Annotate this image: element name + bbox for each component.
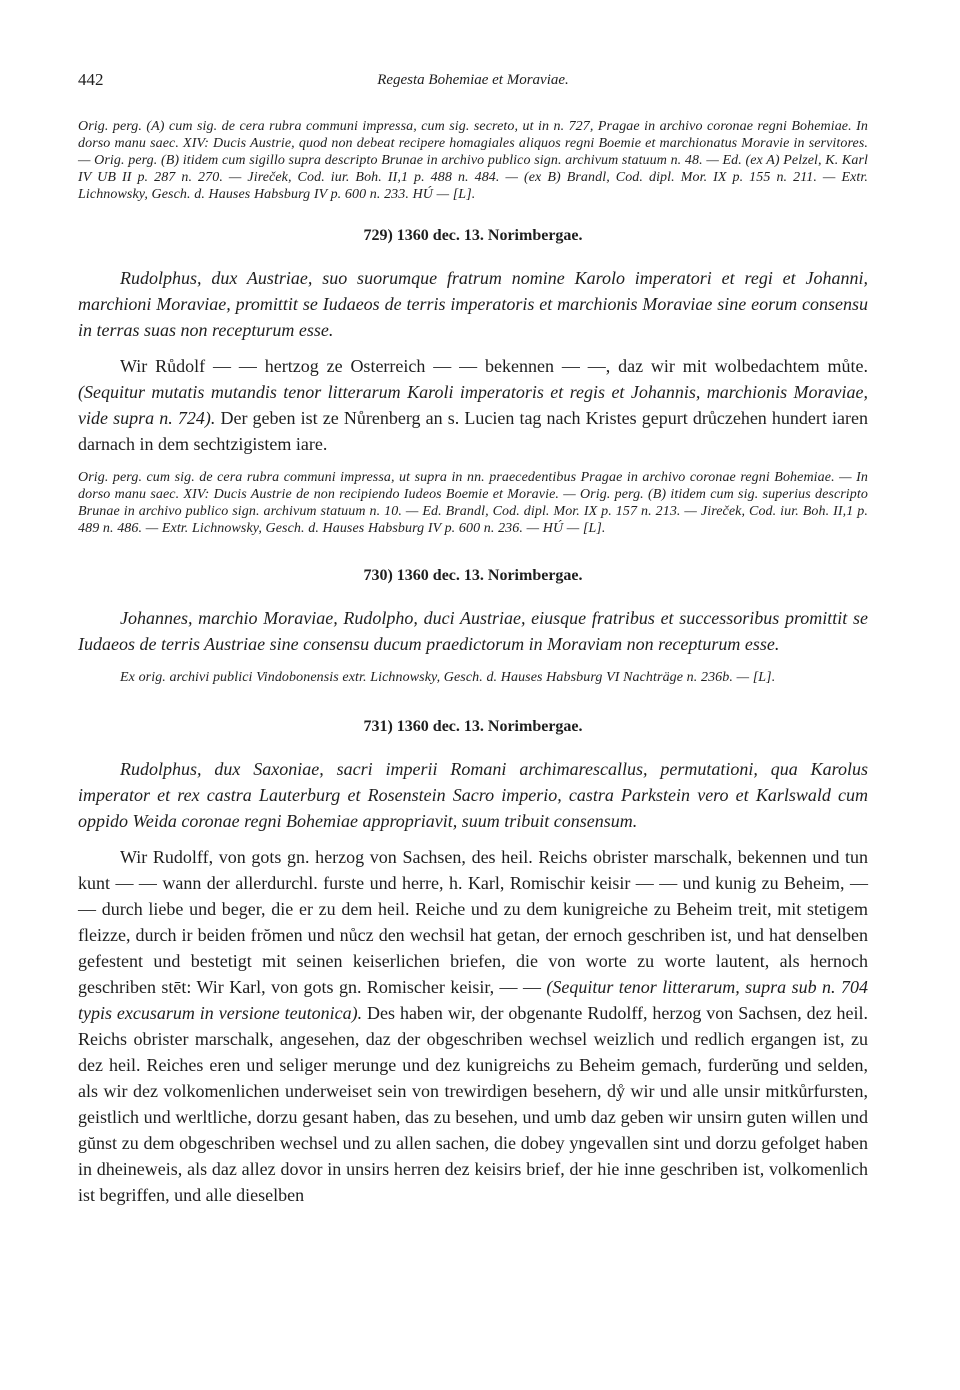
- entry-text-729: [78, 353, 868, 457]
- page-number: 442: [78, 70, 104, 89]
- entry-heading-730: 730) 1360 dec. 13. Norimbergae.: [363, 567, 583, 584]
- entry-note-730: Ex orig. archivi publici Vindobonensis extr. Lichnowsky, Gesch. d. Hauses Habsburg VI Nachträge n. 236b. — [L].: [120, 670, 776, 685]
- entry-summary-730: Johannes, marchio Moraviae, Rudolpho, duci Austriae, eiusque fratribus et successoribus promittit se Iudaeos de terris Austriae sine consensu ducum praedictorum in Moraviam non recepturum esse.: [78, 608, 868, 654]
- entry-text-731-italic: (Sequitur tenor litterarum, supra sub n. 704 typis excusarum in versione teutonica).: [78, 977, 868, 1023]
- entry-heading-729: 729) 1360 dec. 13. Norimbergae.: [363, 227, 583, 244]
- entry-text-729-italic: (Sequitur mutatis mutandis tenor litterarum Karoli imperatoris et regis et Johannis, marchionis Moraviae, vide supra n. 724).: [78, 382, 868, 428]
- entry-summary-729: Rudolphus, dux Austriae, suo suorumque fratrum nomine Karolo imperatori et regi et Johanni, marchioni Moraviae, promittit se Iudaeos de terris imperatoris et marchionis Moraviae sine eorum consensu in terras suas non recepturum esse.: [78, 268, 868, 340]
- entry-heading-731: 731) 1360 dec. 13. Norimbergae.: [363, 718, 583, 735]
- document-page: [78, 70, 868, 1208]
- entry-text-731: [78, 844, 868, 1208]
- footnote-previous-entry: Orig. perg. (A) cum sig. de cera rubra communi impressa, cum sig. secreto, ut in n. 727, Pragae in archivo coronae regni Bohemiae. In dorso manu saec. XIV: Ducis Austrie, quod non debeat recipere homagiales aliquos regni Boemie et marchionatus Moravie in servitores. — Orig. perg. (B) itidem cum sigillo supra descripto Brunae in archivo publico sign. archivum statuum n. 48. — Ed. (ex A) Pelzel, K. Karl IV UB II p. 287 n. 270. — Jireček, Cod. iur. Boh. II,1 p. 488 n. 484. — (ex B) Brandl, Cod. dipl. Mor. IX p. 155 n. 211. — Extr. Lichnowsky, Gesch. d. Hauses Habsburg IV p. 600 n. 233. HÚ — [L].: [78, 119, 868, 202]
- entry-summary-731: Rudolphus, dux Saxoniae, sacri imperii Romani archimarescallus, permutationi, qua Karolus imperator et rex castra Lauterburg et Rosenstein Sacro imperio, castra Parkstein vero et Karlswald cum oppido Weida coronae regni Bohemiae appropriavit, suum tribuit consensum.: [78, 759, 868, 831]
- entry-text-729-part2: Der geben ist ze Nůrenberg an s. Lucien tag nach Kristes gepurt drůczehen hundert iaren darnach in dem sechtzigistem iare.: [78, 408, 869, 454]
- entry-note-729: Orig. perg. cum sig. de cera rubra communi impressa, ut supra in nn. praecedentibus Pragae in archivo coronae regni Bohemiae. — In dorso manu saec. XIV: Ducis Austrie de non recipiendo Iudeos Boemie et Moravie. — Orig. perg. (B) itidem cum sig. superius descripto Brunae in archivo publico sign. archivum statuum n. 10. — Ed. Brandl, Cod. dipl. Mor. IX p. 157 n. 213. — Jireček, Cod. iur. Boh. II,1 p. 489 n. 486. — Extr. Lichnowsky, Gesch. d. Hauses Habsburg IV p. 600 n. 236. — HÚ — [L].: [78, 470, 868, 536]
- page-header: [78, 70, 868, 100]
- entry-text-729-part1: Wir Růdolf — — hertzog ze Osterreich — — bekennen — —, daz wir mit wolbedachtem můte.: [120, 356, 868, 376]
- running-title: Regesta Bohemiae et Moraviae.: [377, 72, 569, 88]
- entry-text-731-part1: Wir Rudolff, von gots gn. herzog von Sachsen, des heil. Reichs obrister marschalk, bekennen und tun kunt — — wann der allerdurchl. furste und herre, h. Karl, Romischir keisir — — und kunig zu Beheim, — — durch liebe und beger, die er zu dem heil. Reiche und zu dem kunigreiche zu Beheim treit, mit stetigem fleizze, durch ir beiden frŏmen und nůcz den wechsil hat getan, der ernoch geschriben ist, und hat denselben gefestent und bestetigt mit seinen keiserlichen briefen, die von worte zu worte lautent, als hernoch geschriben stēt: Wir Karl, von gots gn. Romischer keisir, — —: [78, 847, 868, 997]
- entry-text-731-part2: Des haben wir, der obgenante Rudolff, herzog von Sachsen, dez heil. Reichs obrister marschalk, angesehen, daz der obgeschriben wechsel weizlich und redlich ergangen ist, zu dez heil. Reiches eren und seliger merunge und dez kunigreichs zu Beheim gemach, furderŭng und selden, als wir dez volkomenlichen underweiset sein von trewirdigen besehern, dẙ wir und alle unsir mitkůrfursten, geistlich und werltliche, dorzu gesant haben, das zu besehen, und umb daz geben wir unsirn guten willen und gŭnst zu dem obgeschriben wechsel und zu allen sachen, die dobey yngevallen sint und dorzu gefolget haben in dheineweis, als daz allez dovor in unsirs herren dez keisirs brief, der hie inne geschriben ist, volkomenlich ist begriffen, und alle dieselben: [78, 1003, 868, 1205]
